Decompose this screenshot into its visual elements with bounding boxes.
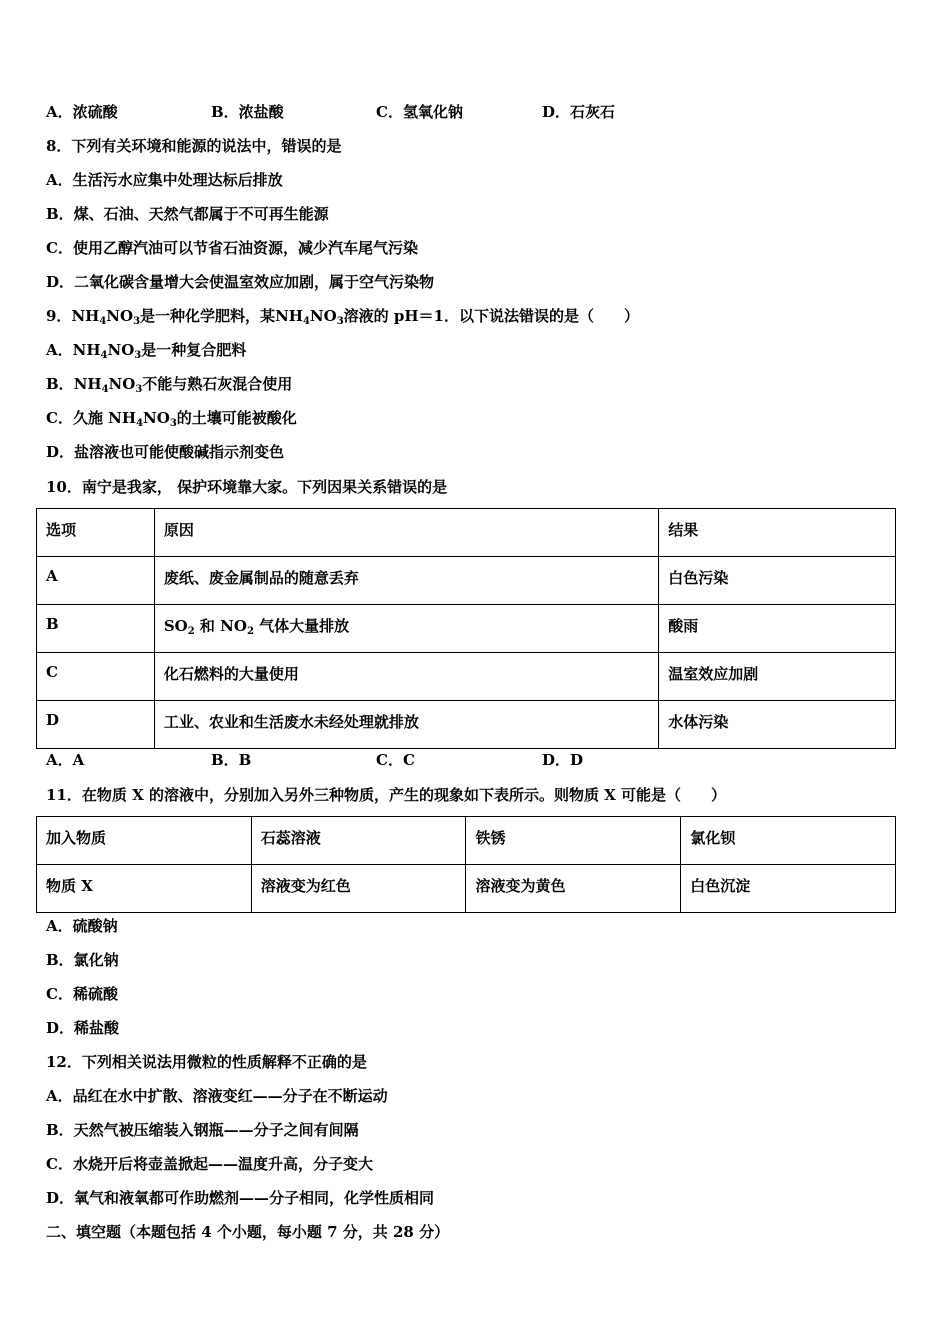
- table-row: [37, 557, 896, 605]
- table-cell: 溶液变为黄色: [466, 865, 681, 913]
- table-cell: 温室效应加剧: [659, 653, 896, 701]
- table-cell: 化石燃料的大量使用: [154, 653, 658, 701]
- q12-option-a: A．品红在水中扩散、溶液变红——分子在不断运动: [46, 1087, 388, 1105]
- q11-stem: 11．在物质 X 的溶液中，分别加入另外三种物质，产生的现象如下表所示。则物质 X 可能是（ ）: [46, 786, 727, 804]
- q9-option-d: D．盐溶液也可能使酸碱指示剂变色: [46, 443, 285, 461]
- table-cell: 酸雨: [659, 605, 896, 653]
- q11-option-a: A．硫酸钠: [46, 917, 118, 935]
- q12-option-d: D．氧气和液氧都可作助燃剂——分子相同，化学性质相同: [46, 1189, 435, 1207]
- table-cell: C: [37, 653, 155, 701]
- table-cell: D: [37, 701, 155, 749]
- q9-option-b: B．$NH_4NO_3$不能与熟石灰混合使用: [46, 375, 293, 395]
- table-header-cell: 选项: [37, 509, 155, 557]
- table-cell: 白色污染: [659, 557, 896, 605]
- table-row: [37, 653, 896, 701]
- table-cell: 废纸、废金属制品的随意丢弃: [154, 557, 658, 605]
- q10-option-a: A．A: [46, 751, 85, 769]
- table-row: [37, 509, 896, 557]
- table-cell: 溶液变为红色: [251, 865, 466, 913]
- q10-option-d: D．D: [542, 751, 584, 769]
- table-cell: A: [37, 557, 155, 605]
- table-header-cell: 石蕊溶液: [251, 817, 466, 865]
- q8-option-b: B．煤、石油、天然气都属于不可再生能源: [46, 205, 329, 223]
- q7-option-a: A．浓硫酸: [46, 103, 118, 121]
- q8-option-c: C．使用乙醇汽油可以节省石油资源，减少汽车尾气污染: [46, 239, 418, 257]
- table-cell: B: [37, 605, 155, 653]
- table-header-cell: 原因: [154, 509, 658, 557]
- q11-table: [36, 816, 896, 913]
- table-cell: 物质 X: [37, 865, 252, 913]
- table-header-cell: 加入物质: [37, 817, 252, 865]
- table-row: [37, 865, 896, 913]
- q11-option-c: C．稀硫酸: [46, 985, 118, 1003]
- q12-option-b: B．天然气被压缩装入钢瓶——分子之间有间隔: [46, 1121, 359, 1139]
- table-cell: 白色沉淀: [681, 865, 896, 913]
- q8-option-a: A．生活污水应集中处理达标后排放: [46, 171, 283, 189]
- table-header-cell: 铁锈: [466, 817, 681, 865]
- q10-options: [46, 750, 906, 770]
- table-cell: 水体污染: [659, 701, 896, 749]
- table-header-cell: 氯化钡: [681, 817, 896, 865]
- section-heading: 二、填空题（本题包括 4 个小题，每小题 7 分，共 28 分）: [46, 1223, 450, 1241]
- table-row: [37, 817, 896, 865]
- q7-option-c: C．氢氧化钠: [376, 103, 463, 121]
- q10-table: [36, 508, 896, 749]
- q7-options: [46, 102, 906, 122]
- q12-option-c: C．水烧开后将壶盖掀起——温度升高，分子变大: [46, 1155, 373, 1173]
- q12-stem: 12．下列相关说法用微粒的性质解释不正确的是: [46, 1053, 367, 1071]
- q9-stem: 9．$NH_4NO_3$是一种化学肥料，某$NH_4NO_3$溶液的 pH＝1．以下说法错误的是（ ）: [46, 307, 639, 327]
- table-header-cell: 结果: [659, 509, 896, 557]
- q10-option-c: C．C: [376, 751, 415, 769]
- q10-option-b: B．B: [211, 751, 252, 769]
- q7-option-d: D．石灰石: [542, 103, 616, 121]
- table-row: [37, 605, 896, 653]
- q11-option-d: D．稀盐酸: [46, 1019, 120, 1037]
- table-cell: $SO_2$ 和 $NO_2$ 气体大量排放: [154, 605, 658, 653]
- table-row: [37, 701, 896, 749]
- q8-stem: 8．下列有关环境和能源的说法中，错误的是: [46, 137, 342, 155]
- q9-option-c: C．久施 $NH_4NO_3$的土壤可能被酸化: [46, 409, 297, 429]
- q7-option-b: B．浓盐酸: [211, 103, 284, 121]
- q8-option-d: D．二氧化碳含量增大会使温室效应加剧，属于空气污染物: [46, 273, 435, 291]
- q10-stem: 10．南宁是我家， 保护环境靠大家。下列因果关系错误的是: [46, 478, 448, 496]
- q9-option-a: A．$NH_4NO_3$是一种复合肥料: [46, 341, 247, 361]
- table-cell: 工业、农业和生活废水未经处理就排放: [154, 701, 658, 749]
- q11-option-b: B．氯化钠: [46, 951, 119, 969]
